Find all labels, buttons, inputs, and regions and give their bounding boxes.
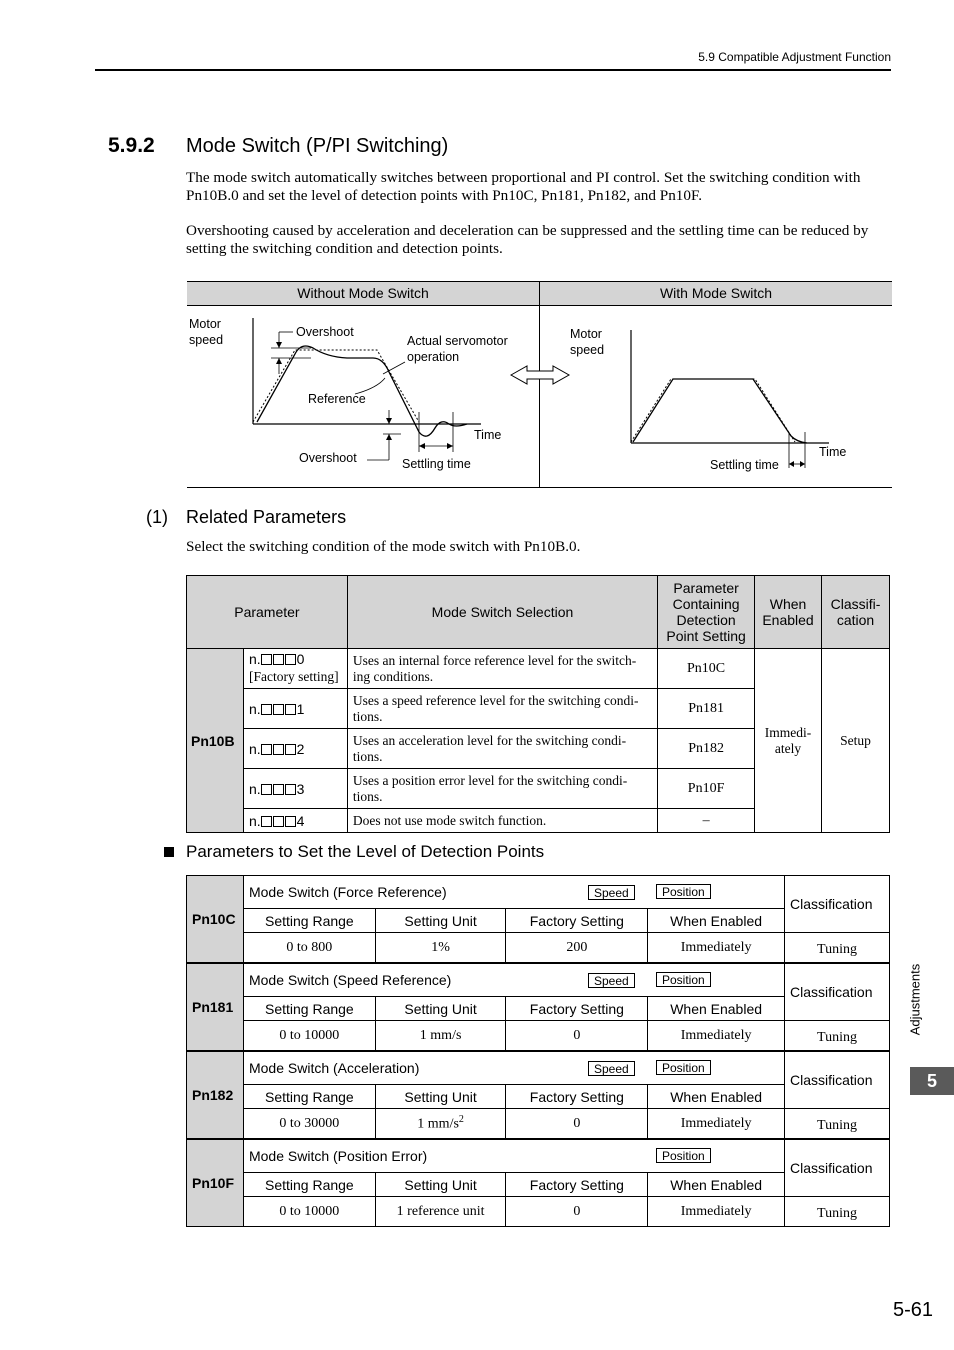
- actual-operation-label: Actual servomotor operation: [407, 334, 508, 364]
- position-badge: Position: [656, 1148, 711, 1163]
- header-when-enabled: When Enabled: [755, 576, 822, 649]
- param-pn10b: Pn10B: [187, 649, 244, 833]
- unit-header: Setting Unit: [375, 997, 506, 1021]
- time-label-right: Time: [819, 445, 847, 459]
- header-classification: Classifi-cation: [822, 576, 890, 649]
- class-value: Tuning: [785, 1197, 890, 1227]
- factory-header: Factory Setting: [506, 909, 648, 933]
- range-value: 0 to 10000: [243, 1197, 375, 1227]
- section-number: 5.9.2: [108, 134, 155, 157]
- unit-header: Setting Unit: [375, 1173, 506, 1197]
- class-value: Tuning: [785, 1109, 890, 1139]
- unit-value: 1 $mm/s^2$: [375, 1109, 506, 1139]
- detection-heading: Parameters to Set the Level of Detection Points: [186, 842, 545, 861]
- section-title: Mode Switch (P/PI Switching): [186, 135, 449, 157]
- desc-n4: Does not use mode switch function.: [347, 809, 657, 833]
- settling-time-label-left: Settling time: [402, 457, 471, 471]
- factory-value: 0: [506, 1109, 648, 1139]
- side-tab-label: Adjustments: [907, 963, 923, 1036]
- unit-value: 1 mm/s: [375, 1021, 506, 1051]
- range-header: Setting Range: [243, 997, 375, 1021]
- param-name: Mode Switch (Speed Reference): [248, 972, 452, 988]
- pn-n2: Pn182: [658, 729, 755, 769]
- unit-header: Setting Unit: [375, 909, 506, 933]
- param-name-cell: [243, 1052, 784, 1085]
- class-value: Tuning: [785, 1021, 890, 1051]
- overshoot-label-top: Overshoot: [296, 325, 354, 339]
- pn-n1: Pn181: [658, 689, 755, 729]
- enabled-value: Immediately: [648, 1109, 785, 1139]
- figure-head-without: Without Mode Switch: [187, 282, 539, 306]
- enabled-value: Immediately: [648, 933, 785, 963]
- mode-switch-selection-table: [186, 575, 890, 833]
- classification-header: Classification: [785, 1052, 890, 1109]
- factory-value: 200: [506, 933, 648, 963]
- class-value: Tuning: [785, 933, 890, 963]
- range-header: Setting Range: [243, 909, 375, 933]
- desc-n0: Uses an internal force reference level for the switch-ing conditions.: [347, 649, 657, 689]
- param-name-cell: [243, 1140, 784, 1173]
- pn-n3: Pn10F: [658, 769, 755, 809]
- classification-header: Classification: [785, 1140, 890, 1197]
- setting-n3: n. 3: [243, 769, 347, 809]
- range-value: 0 to 10000: [243, 1021, 375, 1051]
- running-header: 5.9 Compatible Adjustment Function: [698, 50, 891, 64]
- factory-value: 0: [506, 1021, 648, 1051]
- header-parameter: Parameter: [187, 576, 348, 649]
- speed-graphs: [187, 282, 892, 487]
- param-table-pn10c: [186, 875, 890, 963]
- mode-switch-figure: [187, 281, 892, 488]
- overshoot-paragraph: Overshooting caused by acceleration and deceleration can be suppressed and the settling time can be reduced by setting the switching condition and detection points.: [186, 222, 869, 257]
- param-name-cell: [243, 964, 784, 997]
- position-badge: Position: [656, 1060, 711, 1075]
- range-value: 0 to 30000: [243, 1109, 375, 1139]
- factory-value: 0: [506, 1197, 648, 1227]
- range-value: 0 to 800: [243, 933, 375, 963]
- setting-n4: n. 4: [243, 809, 347, 833]
- setting-n1: n. 1: [243, 689, 347, 729]
- header-rule: [95, 69, 891, 71]
- param-name-cell: [243, 876, 784, 909]
- param-table-pn10f: [186, 1139, 890, 1227]
- param-id: Pn182: [187, 1052, 244, 1139]
- enabled-value: Immediately: [648, 1197, 785, 1227]
- when-enabled-cell: Immedi-ately: [755, 649, 822, 833]
- motor-speed-label-right: Motor speed: [570, 327, 605, 357]
- factory-header: Factory Setting: [506, 1173, 648, 1197]
- enabled-header: When Enabled: [648, 1085, 785, 1109]
- reference-label: Reference: [308, 392, 366, 406]
- unit-value: 1 reference unit: [375, 1197, 506, 1227]
- classification-cell: Setup: [822, 649, 890, 833]
- desc-n2: Uses an acceleration level for the switching condi-tions.: [347, 729, 657, 769]
- factory-header: Factory Setting: [506, 1085, 648, 1109]
- setting-n0: n. 0 [Factory setting]: [243, 649, 347, 689]
- param-table-pn181: [186, 963, 890, 1051]
- speed-badge: Speed: [588, 973, 635, 988]
- setting-n2: n. 2: [243, 729, 347, 769]
- page-number: 5-61: [893, 1299, 934, 1321]
- subsection-number: (1): [146, 507, 168, 527]
- unit-header: Setting Unit: [375, 1085, 506, 1109]
- intro-paragraph: The mode switch automatically switches between proportional and PI control. Set the switching condition with Pn10B.0 and set the level of detection points with Pn10C, Pn181, Pn182, and Pn10F.: [186, 169, 861, 204]
- related-text: Select the switching condition of the mode switch with Pn10B.0.: [186, 538, 581, 555]
- header-mode-switch-selection: Mode Switch Selection: [347, 576, 657, 649]
- param-id: Pn10C: [187, 876, 244, 963]
- position-badge: Position: [656, 972, 711, 987]
- enabled-value: Immediately: [648, 1021, 785, 1051]
- speed-badge: Speed: [588, 1061, 635, 1076]
- range-header: Setting Range: [243, 1173, 375, 1197]
- position-badge: Position: [656, 884, 711, 899]
- param-name: Mode Switch (Acceleration): [248, 1060, 420, 1076]
- pn-n0: Pn10C: [658, 649, 755, 689]
- figure-head-with: With Mode Switch: [540, 282, 892, 306]
- classification-header: Classification: [785, 876, 890, 933]
- param-id: Pn181: [187, 964, 244, 1051]
- header-detection-point: Parameter Containing Detection Point Setting: [658, 576, 755, 649]
- enabled-header: When Enabled: [648, 1173, 785, 1197]
- range-header: Setting Range: [243, 1085, 375, 1109]
- classification-header: Classification: [785, 964, 890, 1021]
- param-table-pn182: [186, 1051, 890, 1139]
- overshoot-label-bottom: Overshoot: [299, 451, 357, 465]
- pn-n4: –: [658, 809, 755, 833]
- square-bullet-icon: [164, 847, 174, 857]
- factory-header: Factory Setting: [506, 997, 648, 1021]
- enabled-header: When Enabled: [648, 997, 785, 1021]
- desc-n1: Uses a speed reference level for the switching condi-tions.: [347, 689, 657, 729]
- param-id: Pn10F: [187, 1140, 244, 1227]
- settling-time-label-right: Settling time: [710, 458, 779, 472]
- desc-n3: Uses a position error level for the switching condi-tions.: [347, 769, 657, 809]
- enabled-header: When Enabled: [648, 909, 785, 933]
- subsection-title: Related Parameters: [186, 507, 347, 527]
- unit-value: 1%: [375, 933, 506, 963]
- param-name: Mode Switch (Force Reference): [248, 884, 447, 900]
- chapter-tab: 5: [910, 1067, 954, 1095]
- motor-speed-label-left: Motor speed: [189, 317, 224, 347]
- speed-badge: Speed: [588, 885, 635, 900]
- param-name: Mode Switch (Position Error): [248, 1148, 428, 1164]
- time-label-left: Time: [474, 428, 502, 442]
